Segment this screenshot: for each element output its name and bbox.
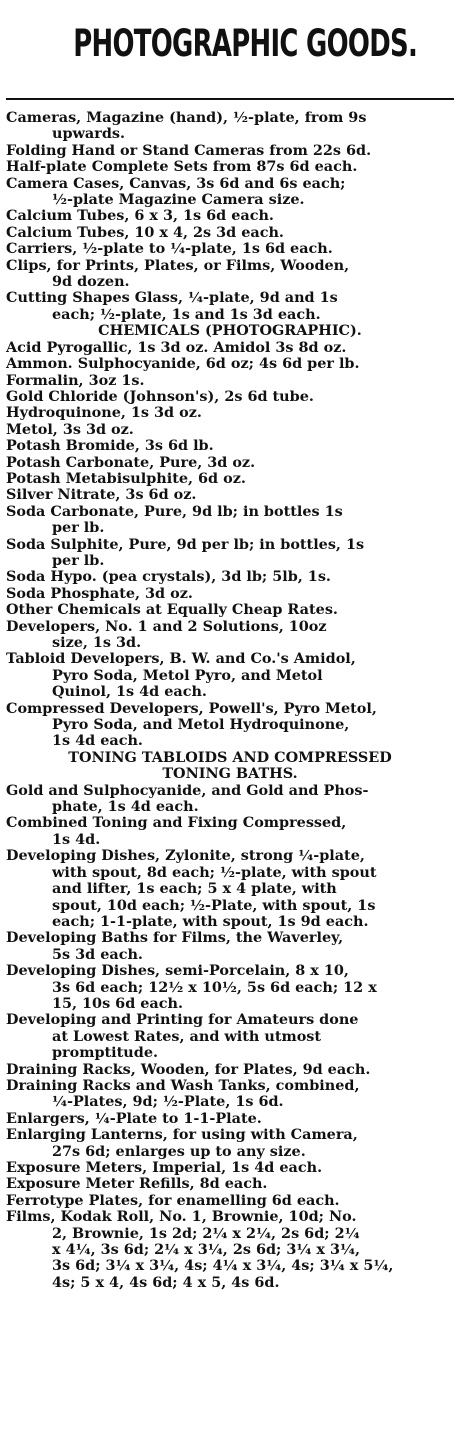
- list-item: [6, 848, 454, 930]
- list-item: [6, 110, 454, 143]
- list-item-line: promptitude.: [52, 1044, 158, 1062]
- list-item: [6, 241, 454, 257]
- list-item: [6, 405, 454, 421]
- list-item: [6, 1062, 454, 1078]
- list-item-line: Acid Pyrogallic, 1s 3d oz. Amidol 3s 8d oz.: [6, 338, 347, 356]
- list-item: [6, 1078, 454, 1111]
- list-item-line: Tabloid Developers, B. W. and Co.'s Amidol,: [6, 650, 356, 668]
- list-item-line: Developing Dishes, semi-Porcelain, 8 x 10,: [6, 962, 349, 980]
- list-item-line: Calcium Tubes, 10 x 4, 2s 3d each.: [6, 223, 284, 241]
- camera-list: [6, 110, 454, 323]
- list-item-line: Calcium Tubes, 6 x 3, 1s 6d each.: [6, 207, 274, 225]
- list-item: [6, 504, 454, 537]
- section-heading-toning-2: TONING BATHS.: [162, 765, 298, 783]
- list-item: [6, 1111, 454, 1127]
- list-item: [6, 356, 454, 372]
- list-item-line: Compressed Developers, Powell's, Pyro Metol,: [6, 699, 377, 717]
- list-item-line: Developing and Printing for Amateurs done: [6, 1011, 359, 1029]
- list-item: [6, 537, 454, 570]
- list-item: [6, 159, 454, 175]
- list-item-line: Ferrotype Plates, for enamelling 6d each.: [6, 1191, 340, 1209]
- list-item-line: Potash Carbonate, Pure, 3d oz.: [6, 453, 256, 471]
- list-item: [6, 1012, 454, 1061]
- list-item-line: each; 1-1-plate, with spout, 1s 9d each.: [52, 912, 369, 930]
- list-item-line: upwards.: [52, 125, 125, 143]
- list-item-line: 3s 6d each; 12½ x 10½, 5s 6d each; 12 x: [52, 978, 377, 996]
- listing-body: [6, 110, 454, 1291]
- list-item-line: Soda Carbonate, Pure, 9d lb; in bottles 1s: [6, 502, 343, 520]
- list-item-line: Carriers, ½-plate to ¼-plate, 1s 6d each.: [6, 240, 333, 258]
- list-item: [6, 487, 454, 503]
- chemicals-list: [6, 340, 454, 750]
- list-item: [6, 619, 454, 652]
- list-item: [6, 389, 454, 405]
- section-heading-toning-1: TONING TABLOIDS AND COMPRESSED: [68, 748, 392, 766]
- list-item-line: Draining Racks and Wash Tanks, combined,: [6, 1076, 360, 1094]
- list-item: [6, 1160, 454, 1176]
- list-item-line: Soda Sulphite, Pure, 9d per lb; in bottles, 1s: [6, 535, 365, 553]
- list-item: [6, 471, 454, 487]
- list-item-line: Gold Chloride (Johnson's), 2s 6d tube.: [6, 387, 314, 405]
- list-item-line: 3s 6d; 3¼ x 3¼, 4s; 4¼ x 3¼, 4s; 3¼ x 5¼,: [52, 1257, 394, 1275]
- list-item-line: Clips, for Prints, Plates, or Films, Wooden,: [6, 256, 350, 274]
- list-item-line: Quinol, 1s 4d each.: [52, 683, 207, 701]
- list-item-line: Potash Bromide, 3s 6d lb.: [6, 437, 214, 455]
- list-item-line: Silver Nitrate, 3s 6d oz.: [6, 486, 197, 504]
- list-item-line: spout, 10d each; ½-Plate, with spout, 1s: [52, 896, 376, 914]
- list-item: [6, 290, 454, 323]
- list-item: [6, 569, 454, 585]
- list-item-line: Gold and Sulphocyanide, and Gold and Phos-: [6, 781, 369, 799]
- list-item-line: 15, 10s 6d each.: [52, 994, 183, 1012]
- list-item: [6, 586, 454, 602]
- list-item-line: Folding Hand or Stand Cameras from 22s 6d.: [6, 141, 372, 159]
- list-item: [6, 930, 454, 963]
- list-item-line: phate, 1s 4d each.: [52, 798, 199, 816]
- list-item-line: 4s; 5 x 4, 4s 6d; 4 x 5, 4s 6d.: [52, 1273, 280, 1291]
- list-item-line: Enlargers, ¼-Plate to 1-1-Plate.: [6, 1109, 262, 1127]
- toning-list: [6, 783, 454, 1292]
- list-item-line: 9d dozen.: [52, 273, 130, 291]
- list-item-line: Films, Kodak Roll, No. 1, Brownie, 10d; No.: [6, 1208, 357, 1226]
- list-item: [6, 422, 454, 438]
- list-item-line: Metol, 3s 3d oz.: [6, 420, 134, 438]
- list-item-line: Other Chemicals at Equally Cheap Rates.: [6, 601, 338, 619]
- list-item-line: 1s 4d.: [52, 830, 101, 848]
- divider-rule: [6, 98, 454, 100]
- list-item-line: Exposure Meter Refills, 8d each.: [6, 1175, 268, 1193]
- list-item: [6, 602, 454, 618]
- list-item-line: 2, Brownie, 1s 2d; 2¼ x 2¼, 2s 6d; 2¼: [52, 1224, 360, 1242]
- list-item-line: with spout, 8d each; ½-plate, with spout: [52, 863, 377, 881]
- list-item-line: Soda Hypo. (pea crystals), 3d lb; 5lb, 1s.: [6, 568, 331, 586]
- list-item-line: ¼-Plates, 9d; ½-Plate, 1s 6d.: [52, 1093, 284, 1111]
- list-item-line: Potash Metabisulphite, 6d oz.: [6, 469, 246, 487]
- list-item-line: at Lowest Rates, and with utmost: [52, 1027, 322, 1045]
- section-heading-chemicals: CHEMICALS (PHOTOGRAPHIC).: [98, 322, 362, 340]
- list-item-line: ½-plate Magazine Camera size.: [52, 191, 305, 209]
- list-item-line: Cutting Shapes Glass, ¼-plate, 9d and 1s: [6, 289, 338, 307]
- list-item: [6, 963, 454, 1012]
- list-item: [6, 373, 454, 389]
- list-item-line: Enlarging Lanterns, for using with Camera,: [6, 1126, 358, 1144]
- list-item-line: Pyro Soda, and Metol Hydroquinone,: [52, 716, 350, 734]
- list-item-line: each; ½-plate, 1s and 1s 3d each.: [52, 305, 321, 323]
- list-item: [6, 815, 454, 848]
- list-item-line: Developing Dishes, Zylonite, strong ¼-plate,: [6, 847, 365, 865]
- list-item: [6, 651, 454, 700]
- list-item-line: Exposure Meters, Imperial, 1s 4d each.: [6, 1159, 323, 1176]
- list-item: [6, 208, 454, 224]
- list-item: [6, 225, 454, 241]
- list-item-line: 1s 4d each.: [52, 732, 143, 750]
- list-item: [6, 143, 454, 159]
- list-item-line: and lifter, 1s each; 5 x 4 plate, with: [52, 880, 337, 898]
- list-item-line: per lb.: [52, 519, 105, 537]
- list-item-line: per lb.: [52, 551, 105, 569]
- list-item: [6, 1176, 454, 1192]
- list-item: [6, 701, 454, 750]
- list-item-line: Camera Cases, Canvas, 3s 6d and 6s each;: [6, 174, 346, 192]
- list-item: [6, 176, 454, 209]
- list-item-line: Combined Toning and Fixing Compressed,: [6, 814, 347, 832]
- list-item-line: Developing Baths for Films, the Waverley,: [6, 929, 344, 947]
- list-item: [6, 258, 454, 291]
- list-item-line: Half-plate Complete Sets from 87s 6d each.: [6, 158, 358, 176]
- list-item-line: Hydroquinone, 1s 3d oz.: [6, 404, 202, 422]
- list-item-line: Developers, No. 1 and 2 Solutions, 10oz: [6, 617, 327, 635]
- list-item-line: size, 1s 3d.: [52, 634, 142, 651]
- list-item-line: x 4¼, 3s 6d; 2¼ x 3¼, 2s 6d; 3¼ x 3¼,: [52, 1241, 360, 1259]
- list-item-line: Soda Phosphate, 3d oz.: [6, 584, 193, 602]
- masthead-title: PHOTOGRAPHIC GOODS.: [73, 22, 418, 65]
- list-item-line: 27s 6d; enlarges up to any size.: [52, 1142, 306, 1160]
- list-item-line: Formalin, 3oz 1s.: [6, 371, 145, 389]
- list-item: [6, 1127, 454, 1160]
- list-item: [6, 783, 454, 816]
- list-item: [6, 1193, 454, 1209]
- list-item-line: Cameras, Magazine (hand), ½-plate, from 9s: [6, 109, 367, 126]
- list-item-line: Draining Racks, Wooden, for Plates, 9d each.: [6, 1060, 371, 1078]
- list-item: [6, 340, 454, 356]
- list-item: [6, 455, 454, 471]
- list-item-line: Ammon. Sulphocyanide, 6d oz; 4s 6d per lb.: [6, 355, 360, 373]
- list-item: [6, 1209, 454, 1291]
- list-item-line: 5s 3d each.: [52, 945, 143, 963]
- list-item-line: Pyro Soda, Metol Pyro, and Metol: [52, 666, 323, 684]
- list-item: [6, 438, 454, 454]
